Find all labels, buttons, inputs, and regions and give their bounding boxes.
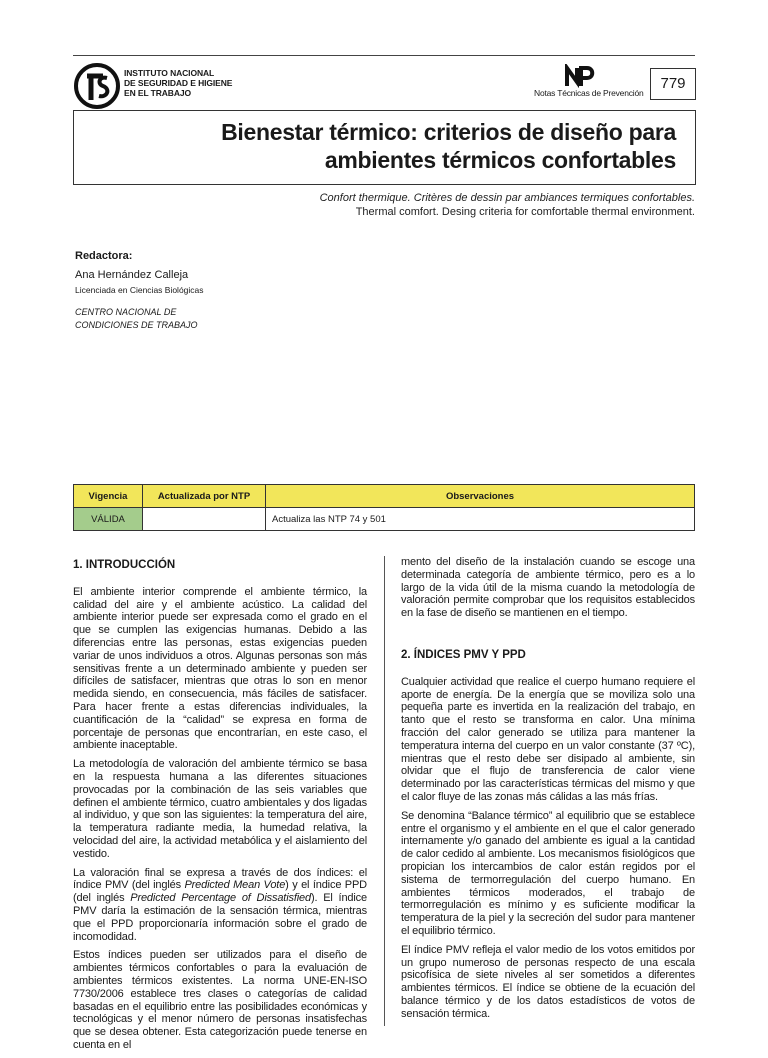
paragraph: [73, 867, 367, 944]
section-heading-pmv-ppd: 2. ÍNDICES PMV Y PPD: [401, 648, 526, 661]
author-label: Redactora:: [75, 250, 133, 262]
header-actualizada: Actualizada por NTP: [143, 485, 266, 508]
status-table: [73, 484, 695, 531]
title-line-1: Bienestar térmico: criterios de diseño para: [221, 119, 676, 145]
paragraph: El índice PMV refleja el valor medio de los votos emitidos por un grupo numeroso de personas respecto de una escala psicofísica de siete niveles al ser sometidos a diferentes ambientes térmicos. El índice se obtiene de la ecuación del balance térmico y de los datos estadísticos de votos de sensación térmica.: [401, 943, 695, 1020]
status-table-header: [74, 485, 695, 508]
center-line: CENTRO NACIONAL DE: [75, 307, 177, 317]
text-run: La valoración final se expresa a través de dos índices: el índice PMV (del inglés: [73, 866, 367, 892]
cell-observaciones: Actualiza las NTP 74 y 501: [266, 508, 695, 531]
text-run-italic: Predicted Mean Vote: [184, 879, 286, 892]
top-rule: [73, 55, 695, 56]
paragraph: El ambiente interior comprende el ambiente térmico, la calidad del aire y el ambiente acústico. La calidad del ambiente interior puede ser expresada como el grado en el que se cumplen las exigencias humanas. Debido a las diferencias entre las personas, estas exigencias pueden variar de unos individuos a otros. Algunas personas son más sensitivas frente a un determinado ambiente y pueden ser difíciles de satisfacer, mientras que otras lo son en menor medida siendo, en consecuencia, más fáciles de satisfacer. Para hacer frente a estas diferencias individuales, la cuantificación de la “calidad” se expresa en forma de porcentaje de personas que encontrarían, en este caso, el ambiente inaceptable.: [73, 585, 367, 752]
author-center: [75, 306, 198, 332]
institute-line: INSTITUTO NACIONAL: [124, 68, 215, 78]
insht-logo-icon: [73, 62, 121, 110]
cell-actualizada: [143, 508, 266, 531]
author-degree: Licenciada en Ciencias Biológicas: [75, 285, 204, 295]
ntp-number: 779: [650, 68, 696, 100]
section-heading-intro: 1. INTRODUCCIÓN: [73, 559, 176, 571]
subtitle-french: Confort thermique. Critères de dessin par ambiances termiques confortables.: [319, 192, 695, 204]
author-name: Ana Hernández Calleja: [75, 269, 189, 281]
np-label: Notas Técnicas de Prevención: [534, 88, 644, 98]
center-line: CONDICIONES DE TRABAJO: [75, 320, 198, 330]
institute-line: EN EL TRABAJO: [124, 88, 192, 98]
paragraph: Cualquier actividad que realice el cuerpo humano requiere el aporte de energía. De la energía que se moviliza solo una pequeña parte es invertida en la realización del trabajo, en tanto que el resto se transforma en calor. Una mínima fracción del calor generado se utiliza para mantener la temperatura interna del cuerpo en un valor constante (37 ºC), mientras que el resto debe ser disipado al ambiente, sin olvidar que el flujo de transferencia de calor viene determinado por las características térmicas del mismo y que el calor fluye de las zonas más cálidas a las más frías.: [401, 675, 695, 803]
institute-line: DE SEGURIDAD E HIGIENE: [124, 78, 233, 88]
column-left: [73, 556, 367, 1058]
text-run: ). El índice PMV daría la estimación de la sensación térmica, mientras que el PPD proporcionaría información sobre el grado de incomodidad.: [73, 892, 367, 943]
table-row: [74, 508, 695, 531]
header-observaciones: Observaciones: [266, 485, 695, 508]
paragraph: mento del diseño de la instalación cuando se escoge una determinada categoría de ambiente térmico, pero es a lo largo de la vida útil de la misma cuando la metodología de valoración permite comprobar que los requisitos establecidos en la fase de diseño se mantienen en el tiempo.: [401, 556, 695, 620]
header-vigencia: Vigencia: [74, 485, 143, 508]
text-run: ) y el índice PPD (del inglés: [73, 879, 367, 905]
np-logo-icon: [565, 64, 595, 88]
column-right: [401, 556, 695, 1027]
paragraph: Se denomina “Balance térmico” al equilibrio que se establece entre el organismo y el ambiente en el que el calor generado internamente y/o ganado del ambiente es igual a la cantidad de calor cedido al ambiente. Los mecanismos fisiológicos que propician los intercambios de calor están regidos por el sistema de termorregulación del cuerpo humano. En ambientes térmicos moderados, el trabajo de termorregulación es mínimo y es suficiente modificar la temperatura de la piel y la secreción del sudor para mantener el equilibrio térmico.: [401, 809, 695, 937]
status-valida: VÁLIDA: [74, 508, 143, 531]
title-line-2: ambientes térmicos confortables: [324, 147, 676, 173]
column-divider: [384, 556, 385, 1026]
page-title: [221, 118, 676, 174]
institute-name: [124, 68, 232, 98]
paragraph: La metodología de valoración del ambiente térmico se basa en la respuesta humana a las diferentes situaciones provocadas por la combinación de las seis variables que definen el ambiente térmico, cuatro ambientales y dos ligadas al individuo, y que son las siguientes: la temperatura del aire, la temperatura radiante media, la humedad relativa, la velocidad del aire, la actividad metabólica y el aislamiento del vestido.: [73, 758, 367, 860]
subtitle-english: Thermal comfort. Desing criteria for comfortable thermal environment.: [355, 206, 695, 218]
text-run-italic: Predicted Percentage of Dissatisfied: [130, 892, 311, 905]
paragraph: Estos índices pueden ser utilizados para el diseño de ambientes térmicos confortables o para la evaluación de ambientes térmicos existentes. La norma UNE-EN-ISO 7730/2006 establece tres clases o categorías de calidad basadas en el equilibrio entre las posibilidades económicas y tecnológicas y el menor número de personas insatisfechas que se desea obtener. Esta categorización puede tenerse en cuenta en el: [73, 949, 367, 1051]
